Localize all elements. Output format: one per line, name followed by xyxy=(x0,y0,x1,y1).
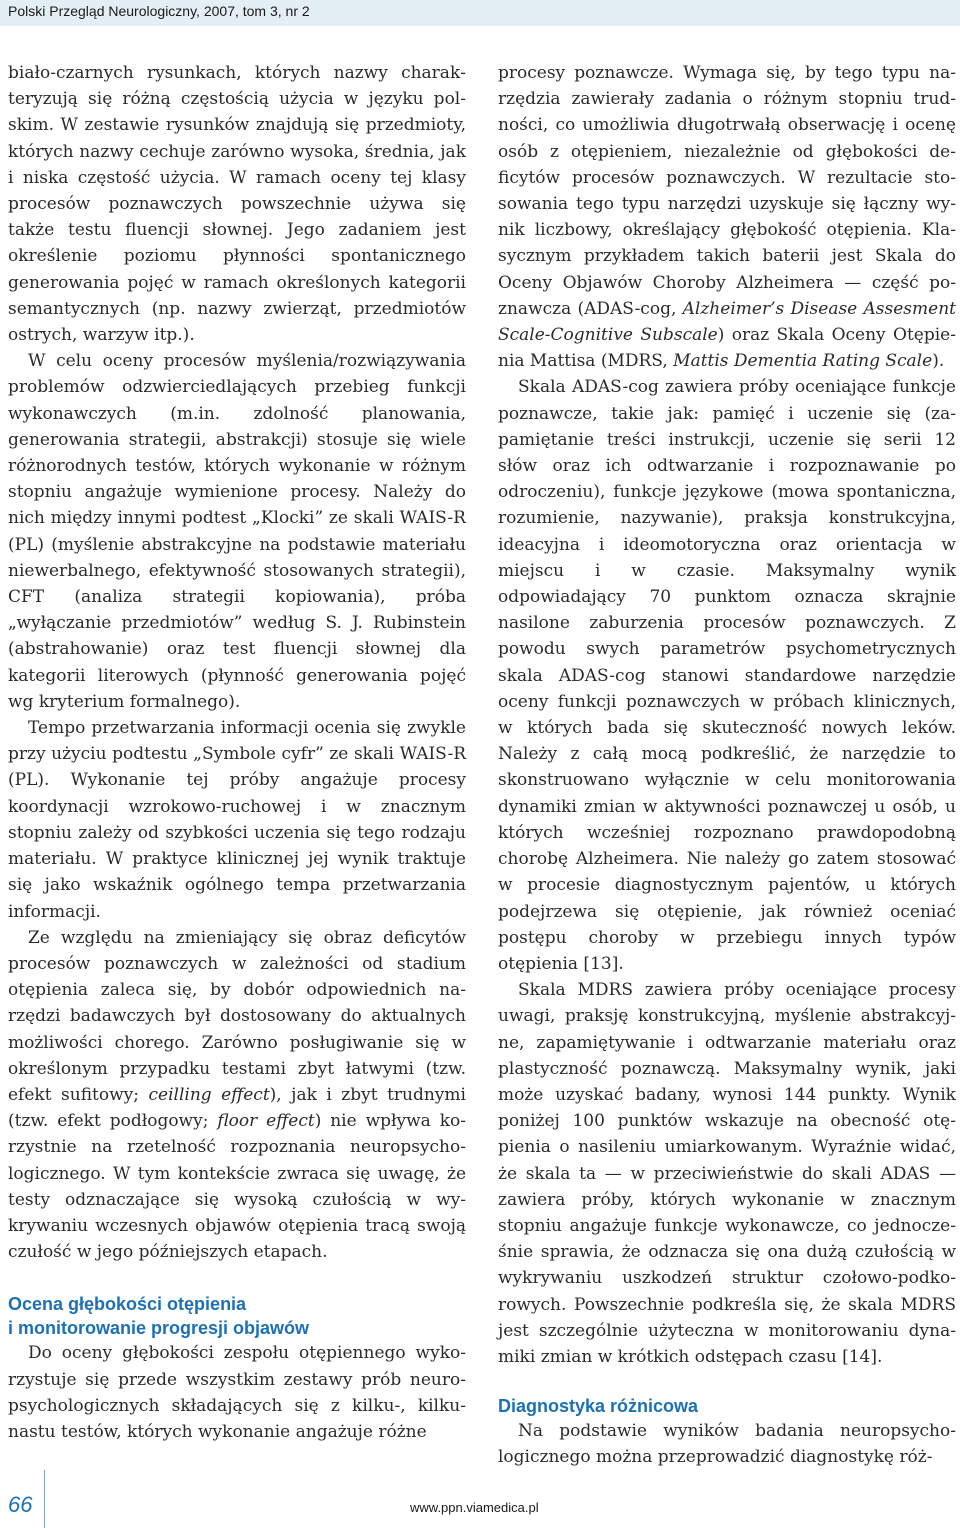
emphasis: ceilling effect xyxy=(148,1084,270,1105)
paragraph: Tempo przetwarzania informacji ocenia się zwykle przy użyciu podtestu „Symbole cyfr” ze skali WAIS-R (PL). Wykonanie tej próby angażuje procesy koordynacji wzrokowo-ruchowej i w znacznym stopniu zależy od szybkości uczenia się tego rodzaju materiału. W praktyce klinicznej jej wynik traktuje się jako wskaźnik ogólnego tempa przetwarzania informacji. xyxy=(8,718,466,922)
footer-url: www.ppn.viamedica.pl xyxy=(410,1500,539,1515)
paragraph: Skala ADAS-cog zawiera próby oceniające funkcje poznawcze, takie jak: pamięć i uczenie się (zapamiętanie treści instrukcji, uczenie się serii 12 słów oraz ich odtwarzanie i rozpoznawanie po odroczeniu), funkcje językowe (mowa spontaniczna, rozumienie, nazywanie), praksja konstrukcyjna, ideacyjna i ideomotoryczna oraz orientacja w miejscu i w czasie. Maksymalny wynik odpowiadający 70 punktom oznacza skrajnie nasilone zaburzenia procesów poznawczych. Z powodu swych parametrów psychometrycznych skala ADAS-cog stanowi standardowe narzędzie oceny funkcji poznawczych w próbach klinicznych, w których bada się skuteczność nowych leków. Należy z całą mocą podkreślić, że narzędzie to skonstruowano wyłącznie w celu monitorowania dynamiki zmian w aktywności poznawczej u osób, u których wcześniej rozpoznano prawdopodobną chorobę Alzheimera. Nie należy go zatem stosować w procesie diagnostycznym pajentów, u których podejrzewa się otępienie, jak również oceniać postępu choroby w przebiegu innych typów otępienia [13]. xyxy=(498,377,956,974)
paragraph: procesy poznawcze. Wymaga się, by tego typu narzędzia zawierały zadania o różnym stopniu trudności, co umożliwia długotrwałą obserwację i ocenę osób z otępieniem, niezależnie od głębokości deficytów procesów poznawczych. W rezultacie stosowania tego typu narzędzi uzyskuje się łączny wynik liczbowy, określający głębokość otępienia. Klasycznym przykładem takich baterii jest Skala do Oceny Objawów Choroby Alzheimera — część poznawcza (ADAS-cog, Alzheimer’s Disease Assesment Scale-Cognitive Subscale) oraz Skala Oceny Otępienia Mattisa (MDRS, Mattis Dementia Rating Scale). xyxy=(498,63,956,372)
footer-divider xyxy=(44,1470,45,1528)
emphasis: Mattis Dementia Rating Scale xyxy=(673,351,933,372)
journal-title: Polski Przegląd Neurologiczny, 2007, tom 3, nr 2 xyxy=(8,3,310,19)
left-column xyxy=(8,60,466,1445)
section-heading: Ocena głębokości otępienia i monitorowanie progresji objawów xyxy=(8,1294,310,1339)
emphasis: floor effect xyxy=(217,1111,315,1132)
running-header xyxy=(0,0,960,26)
right-column xyxy=(498,60,956,1471)
section-heading: Diagnostyka różnicowa xyxy=(498,1396,699,1417)
paragraph: Do oceny głębokości zespołu otępiennego wykorzystuje się przede wszystkim zestawy prób neuropsychologicznych składających się z kilku-, kilkunastu testów, których wykonanie angażuje różne xyxy=(8,1343,466,1442)
emphasis: Alzheimer’s Disease Assesment Scale-Cognitive Subscale xyxy=(498,298,956,346)
paragraph: biało-czarnych rysunkach, których nazwy charakteryzują się różną częstością użycia w języku polskim. W zestawie rysunków znajdują się przedmioty, których nazwy cechuje zarówno wysoka, średnia, jak i niska częstość użycia. W ramach oceny tej klasy procesów poznawczych powszechnie używa się także testu fluencji słownej. Jego zadaniem jest określenie poziomu płynności spontanicznego generowania pojęć w ramach określonych kategorii semantycznych (np. nazwy zwierząt, przedmiotów ostrych, warzyw itp.). xyxy=(8,63,466,346)
paragraph: Na podstawie wyników badania neuropsychologicznego można przeprowadzić diagnostykę róż- xyxy=(498,1421,956,1468)
paragraph: Ze względu na zmieniający się obraz deficytów procesów poznawczych w zależności od stadium otępienia zaleca się, by dobór odpowiednich narzędzi badawczych był dostosowany do aktualnych możliwości chorego. Zarówno posługiwanie się w określonym przypadku testami zbyt łatwymi (tzw. efekt sufitowy; ceilling effect), jak i zbyt trudnymi (tzw. efekt podłogowy; floor effect) nie wpływa korzystnie na rzetelność rozpoznania neuropsychologicznego. W tym kontekście zwraca się uwagę, że testy odznaczające się wysoką czułością w wykrywaniu wczesnych objawów otępienia tracą swoją czułość w jego późniejszych etapach. xyxy=(8,927,466,1263)
paragraph: Skala MDRS zawiera próby oceniające procesy uwagi, praksję konstrukcyjną, myślenie abstrakcyjne, zapamiętywanie i odtwarzanie materiału oraz plastyczność poznawczą. Maksymalny wynik, jaki może uzyskać badany, wynosi 144 punkty. Wynik poniżej 100 punktów wskazuje na obecność otępienia o nasileniu umiarkowanym. Wyraźnie widać, że skala ta — w przeciwieństwie do skali ADAS — zawiera próby, których wykonanie w znacznym stopniu angażuje funkcje wykonawcze, co jednocześnie sprawia, że odznacza się ona dużą czułością w wykrywaniu uszkodzeń struktur czołowo-podkorowych. Powszechnie podkreśla się, że skala MDRS jest szczególnie użyteczna w monitorowaniu dynamiki zmian w krótkich odstępach czasu [14]. xyxy=(498,980,956,1367)
paragraph: W celu oceny procesów myślenia/rozwiązywania problemów odzwierciedlających przebieg funkcji wykonawczych (m.in. zdolność planowania, generowania strategii, abstrakcji) stosuje się wiele różnorodnych testów, których wykonanie w różnym stopniu angażuje wymienione procesy. Należy do nich między innymi podtest „Klocki” ze skali WAIS-R (PL) (myślenie abstrakcyjne na podstawie materiału niewerbalnego, efektywność stosowanych strategii), CFT (analiza strategii kopiowania), próba „wyłączanie przedmiotów” według S. J. Rubinstein (abstrahowanie) oraz test fluencji słownej dla kategorii literowych (płynność generowania pojęć wg kryterium formalnego). xyxy=(8,351,466,712)
page-number: 66 xyxy=(8,1492,33,1517)
